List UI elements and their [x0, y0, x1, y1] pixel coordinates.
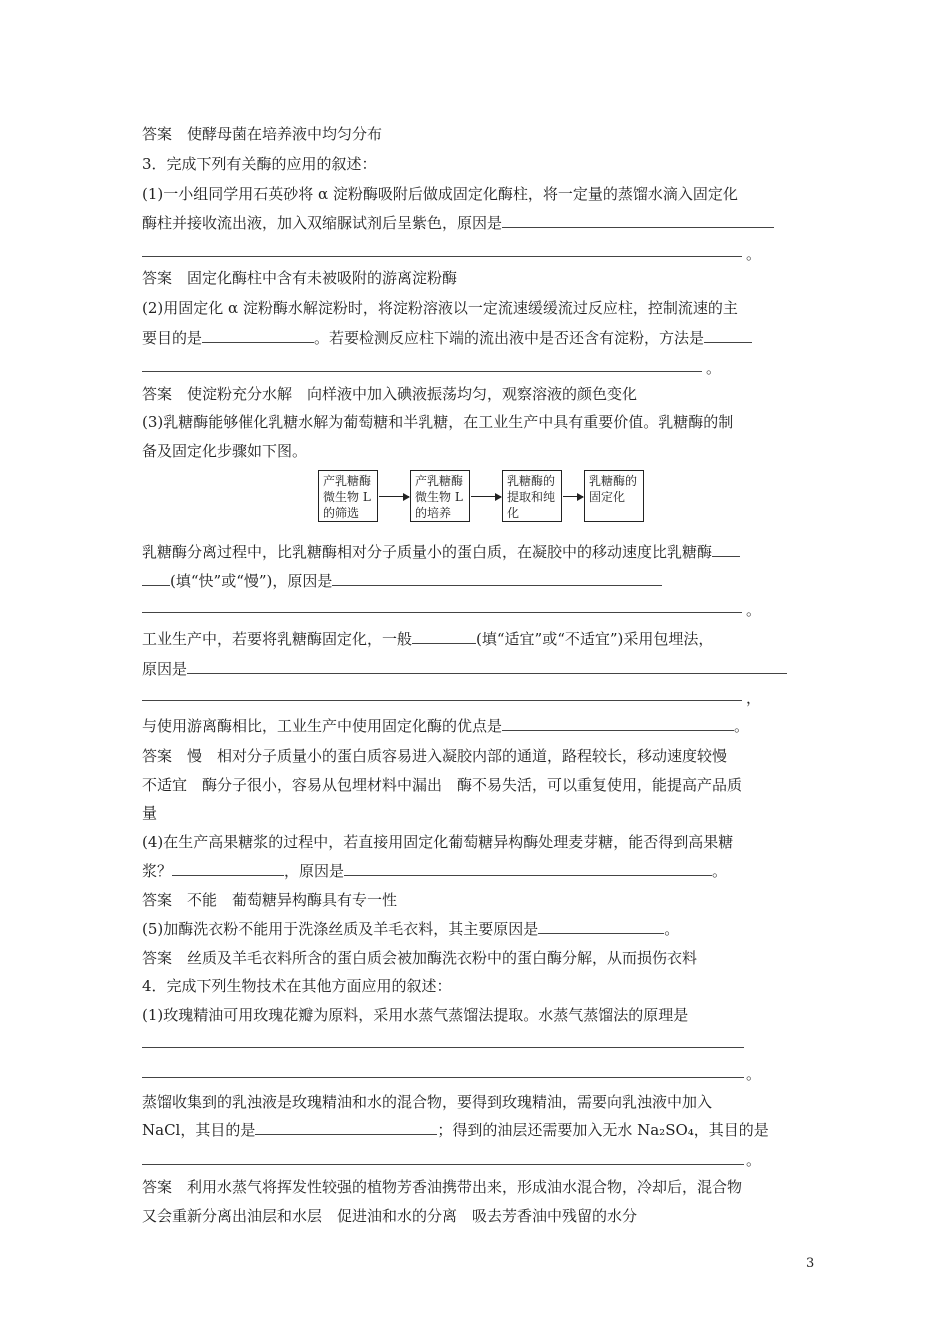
question-3-3-text: (3)乳糖酶能够催化乳糖水解为葡萄糖和半乳糖，在工业生产中具有重要价值。乳糖酶的制 [142, 413, 734, 431]
comma: ， [746, 689, 762, 707]
answer-blank [332, 571, 662, 586]
answer-line: 答案 利用水蒸气将挥发性较强的植物芳香油携带出来，形成油水混合物，冷却后，混合物 [142, 1178, 743, 1196]
flowchart-step: 产乳糖酶微生物 L 的培养 [410, 470, 470, 522]
answer-line-cont: 不适宜 酶分子很小，容易从包埋材料中漏出 酶不易失活，可以重复使用，能提高产品质 [142, 776, 743, 794]
answer-line: 答案 固定化酶柱中含有未被吸附的游离淀粉酶 [142, 269, 458, 287]
period: 。 [746, 1151, 762, 1169]
period: 。 [746, 601, 762, 619]
question-4-1-text-cont: NaCl，其目的是 ；得到的油层还需要加入无水 Na₂SO₄，其目的是 [142, 1121, 769, 1139]
question-3-1-text: (1)一小组同学用石英砂将 α 淀粉酶吸附后做成固定化酶柱，将一定量的蒸馏水滴入固定化 [142, 185, 738, 203]
question-3-3-text-cont: 备及固定化步骤如下图。 [142, 442, 308, 460]
period: 。 [746, 1065, 762, 1083]
answer-line-cont: 又会重新分离出油层和水层 促进油和水的分离 吸去芳香油中残留的水分 [142, 1207, 638, 1225]
question-3-3-text-cont: 与使用游离酶相比，工业生产中使用固定化酶的优点是 。 [142, 717, 750, 735]
question-3-4-text: (4)在生产高果糖浆的过程中，若直接用固定化葡萄糖异构酶处理麦芽糖，能否得到高果糖 [142, 833, 734, 851]
answer-blank [142, 256, 742, 257]
question-4-heading: 4．完成下列生物技术在其他方面应用的叙述： [142, 977, 452, 995]
question-3-4-text-cont: 浆？ ，原因是 。 [142, 862, 728, 880]
flowchart [318, 470, 648, 526]
flowchart-step: 乳糖酶的提取和纯化 [502, 470, 562, 522]
answer-blank [142, 371, 702, 372]
answer-blank [187, 659, 787, 674]
answer-line: 答案 不能 葡萄糖异构酶具有专一性 [142, 891, 398, 909]
arrow-icon [471, 496, 501, 497]
period: 。 [746, 245, 762, 263]
answer-blank [142, 1077, 744, 1078]
question-3-3-text-cont: 乳糖酶分离过程中，比乳糖酶相对分子质量小的蛋白质，在凝胶中的移动速度比乳糖酶 [142, 542, 740, 562]
question-3-3-text-cont: 工业生产中，若要将乳糖酶固定化，一般 (填“适宜”或“不适宜”)采用包埋法， [142, 630, 714, 648]
flowchart-step: 产乳糖酶微生物 L 的筛选 [318, 470, 378, 522]
question-3-2-text-cont: 要目的是 。若要检测反应柱下端的流出液中是否还含有淀粉，方法是 [142, 328, 752, 348]
answer-blank [142, 571, 170, 586]
question-3-3-text-cont: 原因是 [142, 659, 787, 679]
answer-blank [704, 328, 752, 343]
answer-blank [142, 1164, 744, 1165]
question-3-2-text: (2)用固定化 α 淀粉酶水解淀粉时，将淀粉溶液以一定流速缓缓流过反应柱，控制流速的主 [142, 299, 738, 317]
answer-blank [142, 700, 742, 701]
question-3-heading: 3．完成下列有关酶的应用的叙述： [142, 155, 377, 173]
question-3-5-text: (5)加酶洗衣粉不能用于洗涤丝质及羊毛衣料，其主要原因是 。 [142, 920, 680, 938]
answer-blank [538, 919, 664, 934]
answer-blank [502, 716, 734, 731]
answer-blank [142, 1047, 744, 1048]
answer-line: 答案 使酵母菌在培养液中均匀分布 [142, 125, 383, 143]
answer-line-cont: 量 [142, 804, 158, 822]
answer-blank [255, 1120, 437, 1135]
question-3-3-text-cont: (填“快”或“慢”)，原因是 [142, 571, 662, 591]
answer-line: 答案 慢 相对分子质量小的蛋白质容易进入凝胶内部的通道，路程较长，移动速度较慢 [142, 747, 728, 765]
answer-line: 答案 使淀粉充分水解 向样液中加入碘液振荡均匀，观察溶液的颜色变化 [142, 385, 638, 403]
arrow-icon [379, 496, 409, 497]
answer-blank [712, 542, 740, 557]
question-4-1-text-cont: 蒸馏收集到的乳浊液是玫瑰精油和水的混合物，要得到玫瑰精油，需要向乳浊液中加入 [142, 1093, 713, 1111]
question-3-1-text-cont: 酶柱并接收流出液，加入双缩脲试剂后呈紫色，原因是 [142, 213, 774, 233]
answer-blank [142, 612, 742, 613]
answer-line: 答案 丝质及羊毛衣料所含的蛋白质会被加酶洗衣粉中的蛋白酶分解，从而损伤衣料 [142, 949, 698, 967]
answer-blank [502, 213, 774, 228]
page-number: 3 [806, 1256, 815, 1271]
answer-blank [202, 328, 314, 343]
answer-blank [344, 861, 712, 876]
answer-blank [412, 629, 476, 644]
question-4-1-text: (1)玫瑰精油可用玫瑰花瓣为原料，采用水蒸气蒸馏法提取。水蒸气蒸馏法的原理是 [142, 1006, 689, 1024]
arrow-icon [563, 496, 583, 497]
period: 。 [706, 359, 722, 377]
answer-blank [172, 861, 284, 876]
flowchart-step: 乳糖酶的固定化 [584, 470, 644, 522]
